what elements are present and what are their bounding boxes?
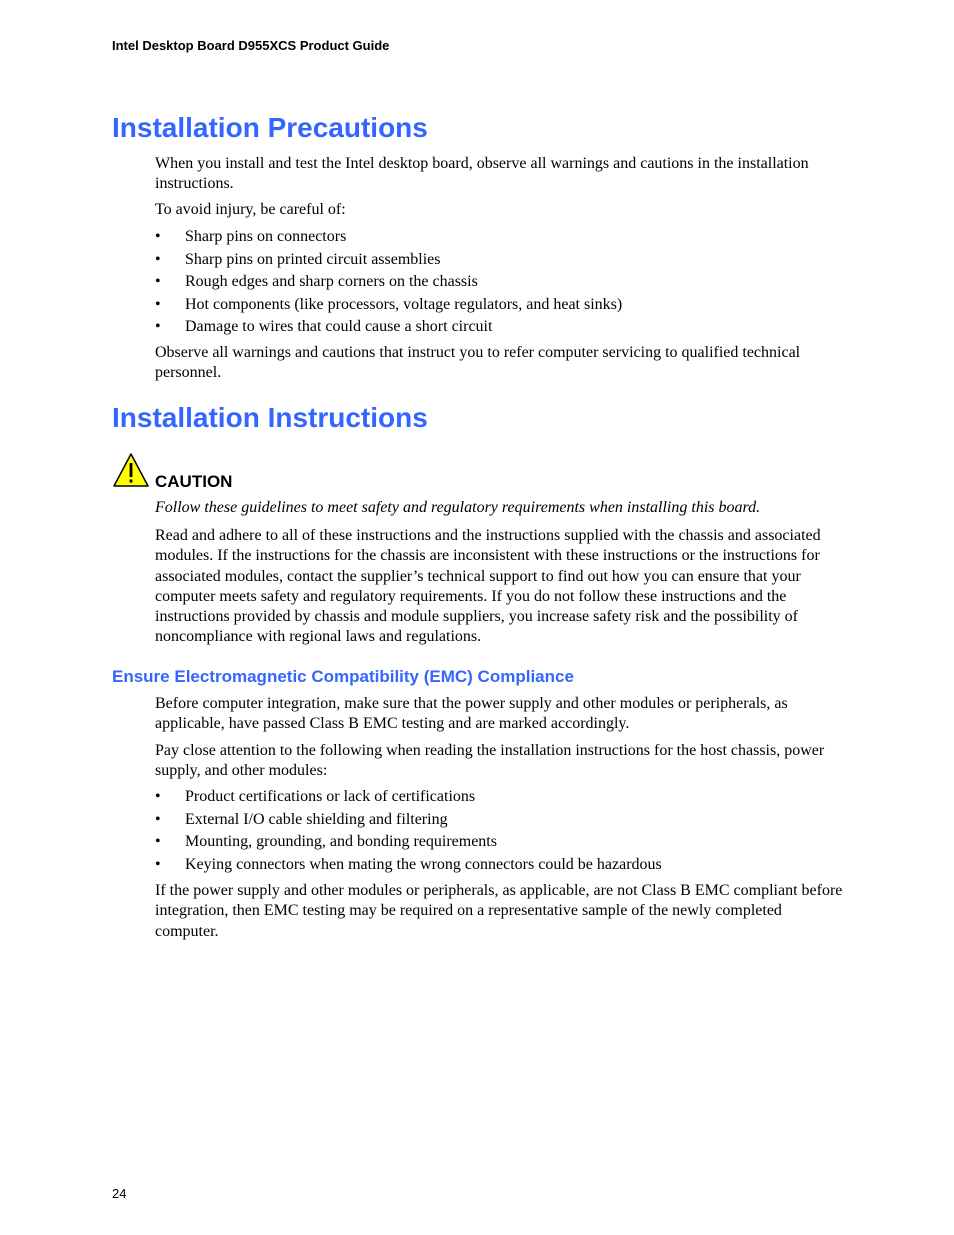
list-item-text: Mounting, grounding, and bonding requirements xyxy=(185,833,497,851)
list-item-text: External I/O cable shielding and filtering xyxy=(185,810,448,828)
precautions-closing-text: Observe all warnings and cautions that instruct you to refer computer servicing to qualified technical personnel. xyxy=(155,344,801,382)
bullet-icon: • xyxy=(155,273,161,291)
list-item xyxy=(155,317,845,340)
emc-bullet-list xyxy=(155,787,845,877)
section-title-precautions: Installation Precautions xyxy=(112,112,428,143)
bullet-icon: • xyxy=(155,810,161,828)
list-item xyxy=(155,810,845,833)
bullet-icon: • xyxy=(155,855,161,873)
bullet-icon: • xyxy=(155,833,161,851)
bullet-icon: • xyxy=(155,318,161,336)
precautions-lead-in-text: To avoid injury, be careful of: xyxy=(155,201,346,218)
precautions-lead-in xyxy=(155,200,845,220)
list-item xyxy=(155,832,845,855)
emc-para-2-text: Pay close attention to the following when reading the installation instructions for the host chassis, power supply, and other modules: xyxy=(155,742,825,780)
page-number: 24 xyxy=(112,1186,127,1201)
warning-triangle-icon xyxy=(112,452,150,488)
list-item-text: Damage to wires that could cause a short circuit xyxy=(185,318,493,336)
list-item-text: Keying connectors when mating the wrong connectors could be hazardous xyxy=(185,855,662,873)
emc-para-1 xyxy=(155,694,845,735)
list-item xyxy=(155,272,845,295)
bullet-icon: • xyxy=(155,228,161,245)
caution-body xyxy=(155,526,845,648)
running-header: Intel Desktop Board D955XCS Product Guide xyxy=(112,38,390,53)
precautions-intro-text: When you install and test the Intel desktop board, observe all warnings and cautions in the installation instructions. xyxy=(155,155,809,193)
bullet-icon: • xyxy=(155,788,161,805)
caution-body-text: Read and adhere to all of these instructions and the instructions supplied with the chassis and associated modules. If the instructions for the chassis are inconsistent with these instructions or the instructions for associated modules, contact the supplier’s technical support to find out how you can ensure that your computer meets safety and regulatory requirements. If you do not follow these instructions and the instructions provided by chassis and module suppliers, you increase safety risk and the possibility of noncompliance with regional laws and regulations. xyxy=(155,527,821,646)
list-item xyxy=(155,855,845,878)
section-title-instructions: Installation Instructions xyxy=(112,402,428,433)
list-item-text: Sharp pins on printed circuit assemblies xyxy=(185,250,441,268)
precautions-closing xyxy=(155,343,845,384)
emc-para-1-text: Before computer integration, make sure that the power supply and other modules or peripherals, as applicable, have passed Class B EMC testing and are marked accordingly. xyxy=(155,695,788,733)
bullet-icon: • xyxy=(155,250,161,268)
list-item xyxy=(155,787,845,810)
list-item xyxy=(155,227,845,250)
emc-para-2 xyxy=(155,741,845,782)
list-item xyxy=(155,250,845,273)
list-item xyxy=(155,295,845,318)
caution-note: Follow these guidelines to meet safety and regulatory requirements when installing this board. xyxy=(155,499,761,516)
precautions-intro xyxy=(155,154,845,195)
list-item-text: Sharp pins on connectors xyxy=(185,228,347,245)
caution-label: CAUTION xyxy=(155,472,233,491)
list-item-text: Hot components (like processors, voltage regulators, and heat sinks) xyxy=(185,295,623,313)
list-item-text: Product certifications or lack of certifications xyxy=(185,788,476,805)
precautions-bullet-list xyxy=(155,227,845,340)
subsection-title-emc: Ensure Electromagnetic Compatibility (EMC) Compliance xyxy=(112,667,574,686)
emc-closing-text: If the power supply and other modules or peripherals, as applicable, are not Class B EMC compliant before integration, then EMC testing may be required on a representative sample of the newly completed computer. xyxy=(155,882,843,940)
bullet-icon: • xyxy=(155,295,161,313)
list-item-text: Rough edges and sharp corners on the chassis xyxy=(185,273,478,291)
emc-closing xyxy=(155,881,845,942)
